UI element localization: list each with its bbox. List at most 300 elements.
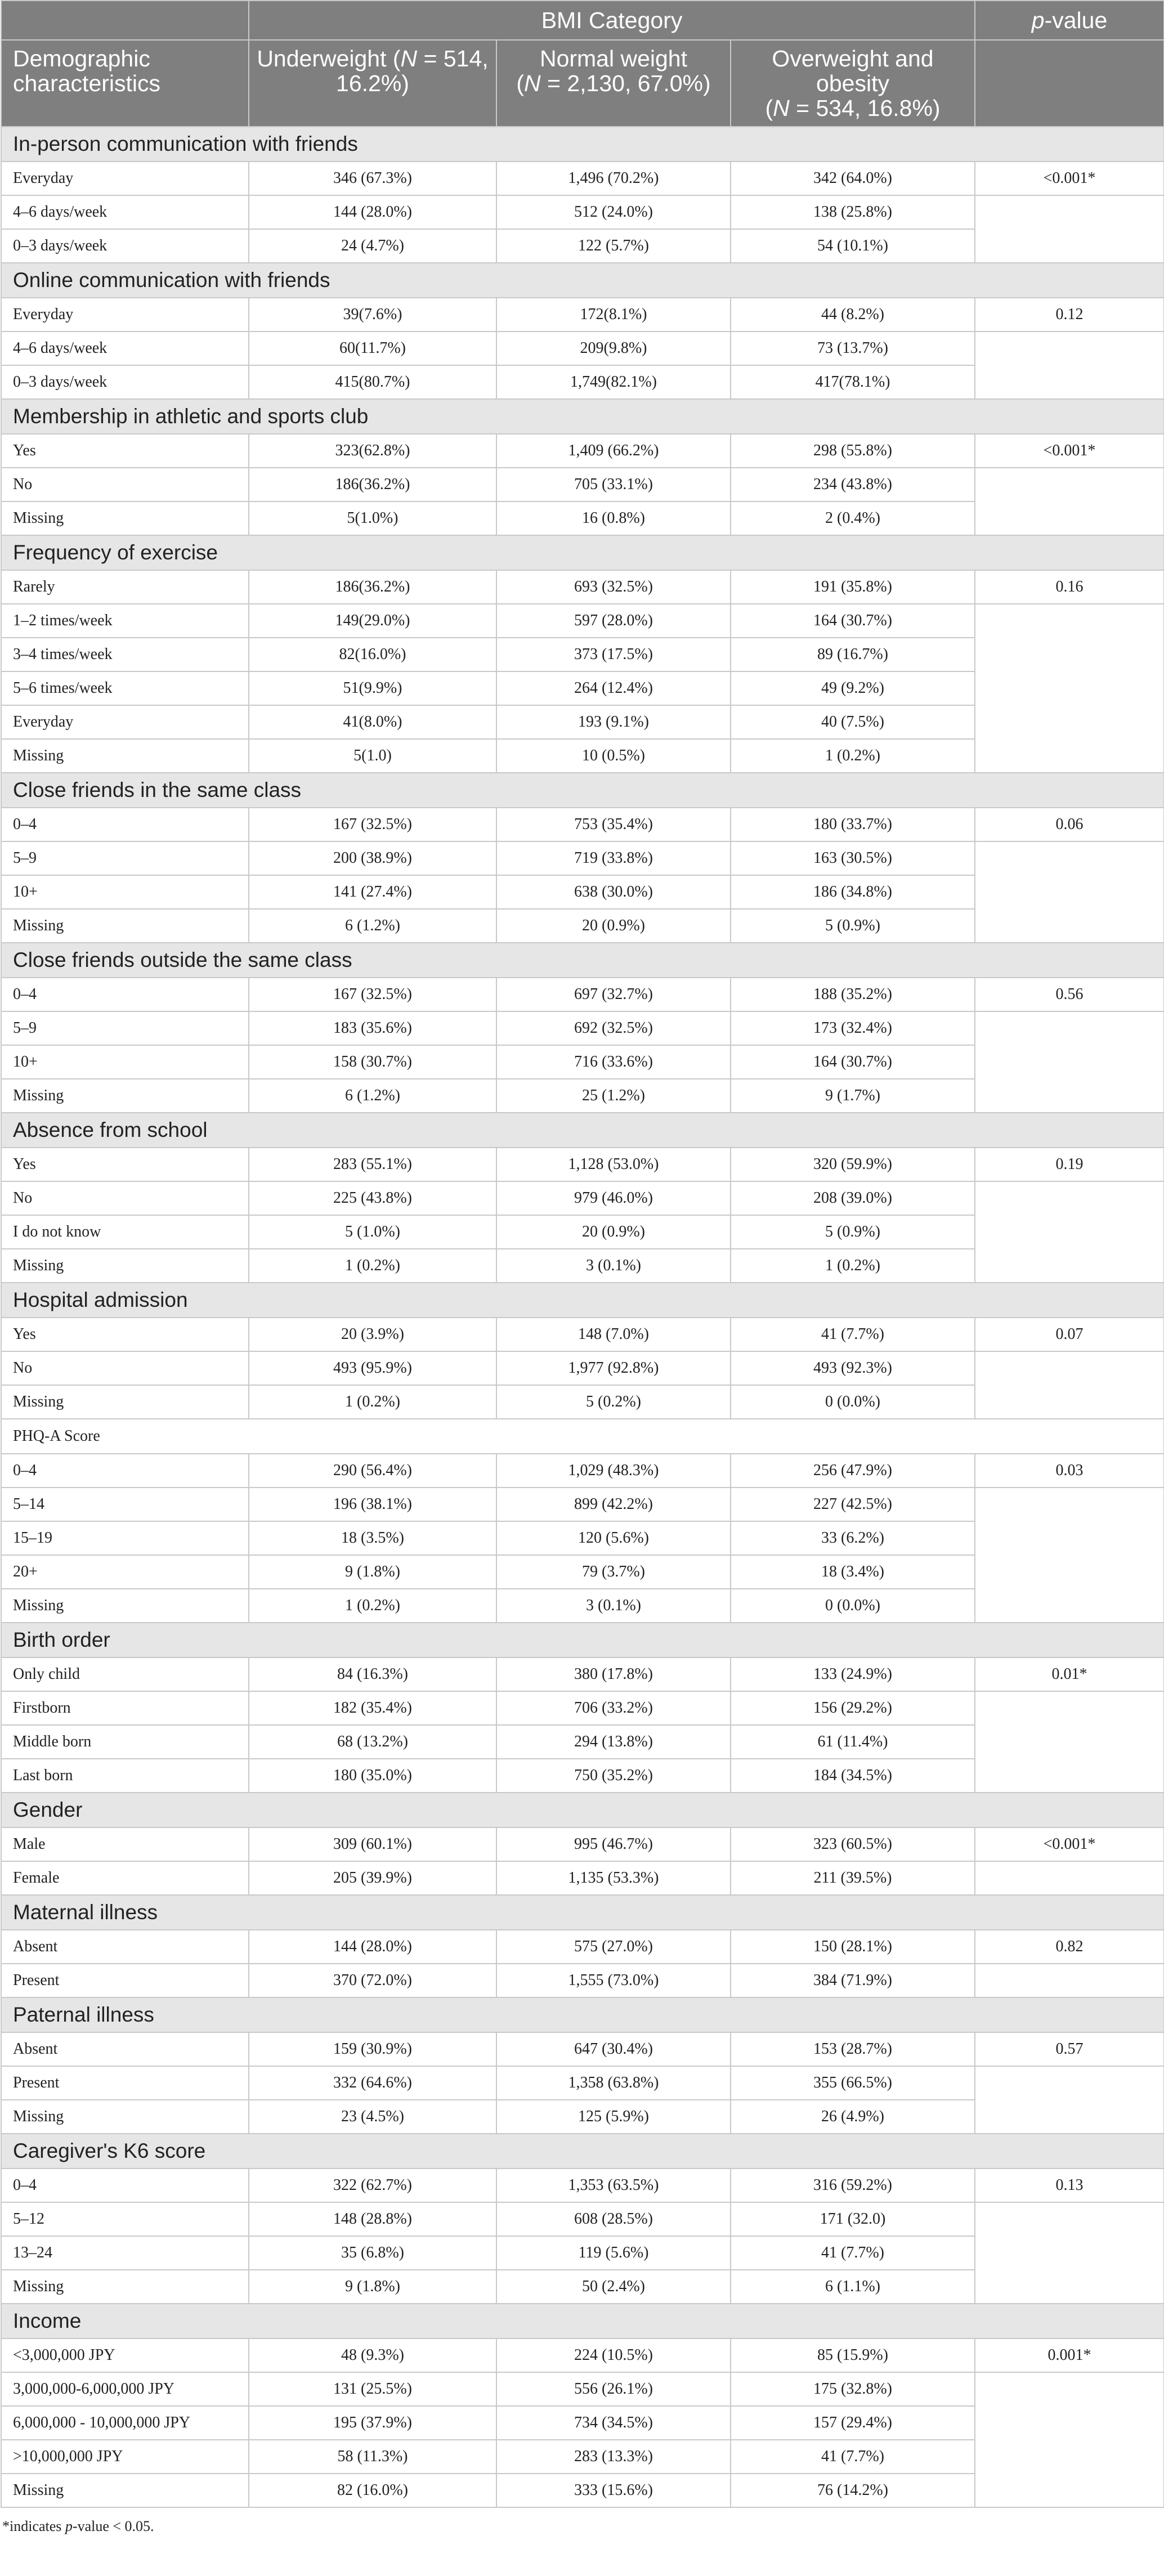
underweight-cell: 205 (39.9%) [249, 1861, 496, 1895]
table-header [1, 1, 1164, 127]
underweight-cell: 82 (16.0%) [249, 2474, 496, 2507]
underweight-cell: 48 (9.3%) [249, 2338, 496, 2372]
underweight-cell: 180 (35.0%) [249, 1759, 496, 1793]
row-label: 0–4 [1, 2169, 249, 2202]
table-row [1, 434, 1164, 468]
underweight-n: N [400, 46, 418, 71]
underweight-cell: 149(29.0%) [249, 604, 496, 638]
overweight-cell: 1 (0.2%) [731, 739, 975, 773]
overweight-cell: 188 (35.2%) [731, 978, 975, 1011]
footnote-text: *indicates [2, 2518, 65, 2534]
overweight-cell: 41 (7.7%) [731, 2236, 975, 2270]
underweight-cell: 5 (1.0%) [249, 1215, 496, 1249]
normal-weight-cell: 556 (26.1%) [496, 2372, 731, 2406]
row-label: I do not know [1, 1215, 249, 1249]
overweight-cell: 171 (32.0) [731, 2202, 975, 2236]
section-header-row [1, 943, 1164, 978]
overweight-cell: 2 (0.4%) [731, 501, 975, 535]
demo-line-2: characteristics [13, 70, 161, 96]
table-row [1, 1930, 1164, 1964]
section-title: Frequency of exercise [1, 535, 1164, 570]
p-value-blank-cell [975, 1861, 1164, 1895]
normal-weight-cell: 706 (33.2%) [496, 1691, 731, 1725]
underweight-cell: 9 (1.8%) [249, 1555, 496, 1589]
row-label: Only child [1, 1657, 249, 1691]
normal-weight-cell: 1,128 (53.0%) [496, 1148, 731, 1181]
overweight-cell: 41 (7.7%) [731, 1318, 975, 1351]
underweight-cell: 51(9.9%) [249, 671, 496, 705]
p-value-header-blank [975, 40, 1164, 127]
underweight-cell: 41(8.0%) [249, 705, 496, 739]
row-label: 5–9 [1, 1011, 249, 1045]
overweight-cell: 44 (8.2%) [731, 298, 975, 331]
normal-weight-cell: 193 (9.1%) [496, 705, 731, 739]
normal-weight-cell: 380 (17.8%) [496, 1657, 731, 1691]
overweight-label-1: Overweight and [772, 46, 934, 71]
p-value-cell: 0.03 [975, 1454, 1164, 1488]
demographics-table [1, 0, 1164, 2508]
underweight-cell: 225 (43.8%) [249, 1181, 496, 1215]
p-value-blank-cell [975, 841, 1164, 943]
normal-weight-cell: 333 (15.6%) [496, 2474, 731, 2507]
row-label: Last born [1, 1759, 249, 1793]
table-row [1, 1964, 1164, 1997]
underweight-cell: 322 (62.7%) [249, 2169, 496, 2202]
p-value-cell: 0.07 [975, 1318, 1164, 1351]
underweight-pct: 16.2%) [336, 70, 409, 96]
table-row [1, 570, 1164, 604]
overweight-cell: 33 (6.2%) [731, 1521, 975, 1555]
table-row [1, 2338, 1164, 2372]
p-value-cell: 0.01* [975, 1657, 1164, 1691]
table-row [1, 2372, 1164, 2406]
overweight-count: = 534, 16.8%) [789, 95, 941, 121]
underweight-cell: 23 (4.5%) [249, 2100, 496, 2134]
table-row [1, 331, 1164, 365]
normal-weight-cell: 20 (0.9%) [496, 909, 731, 943]
overweight-cell: 61 (11.4%) [731, 1725, 975, 1759]
p-value-cell: 0.16 [975, 570, 1164, 604]
row-label: Present [1, 2066, 249, 2100]
section-title: Hospital admission [1, 1283, 1164, 1318]
row-label: 15–19 [1, 1521, 249, 1555]
underweight-cell: 332 (64.6%) [249, 2066, 496, 2100]
table-row [1, 1181, 1164, 1215]
p-value-blank-cell [975, 1488, 1164, 1623]
underweight-cell: 148 (28.8%) [249, 2202, 496, 2236]
normal-weight-cell: 5 (0.2%) [496, 1385, 731, 1419]
overweight-cell: 0 (0.0%) [731, 1589, 975, 1623]
normal-weight-cell: 1,358 (63.8%) [496, 2066, 731, 2100]
row-label: Everyday [1, 705, 249, 739]
p-value-blank-cell [975, 1691, 1164, 1793]
normal-weight-cell: 79 (3.7%) [496, 1555, 731, 1589]
overweight-cell: 184 (34.5%) [731, 1759, 975, 1793]
overweight-cell: 186 (34.8%) [731, 875, 975, 909]
overweight-cell: 156 (29.2%) [731, 1691, 975, 1725]
section-header-row [1, 535, 1164, 570]
row-label: 0–4 [1, 1454, 249, 1488]
normal-weight-cell: 172(8.1%) [496, 298, 731, 331]
p-value-cell: <0.001* [975, 434, 1164, 468]
overweight-cell: 355 (66.5%) [731, 2066, 975, 2100]
table-row [1, 1488, 1164, 1521]
normal-weight-cell: 25 (1.2%) [496, 1079, 731, 1113]
overweight-cell: 41 (7.7%) [731, 2440, 975, 2474]
table-row [1, 1691, 1164, 1725]
normal-weight-cell: 750 (35.2%) [496, 1759, 731, 1793]
underweight-cell: 1 (0.2%) [249, 1589, 496, 1623]
row-label: No [1, 1351, 249, 1385]
underweight-cell: 1 (0.2%) [249, 1249, 496, 1283]
overweight-header [731, 40, 975, 127]
row-label: 4–6 days/week [1, 331, 249, 365]
table-body [1, 127, 1164, 2507]
underweight-header [249, 40, 496, 127]
normal-weight-cell: 50 (2.4%) [496, 2270, 731, 2304]
underweight-cell: 6 (1.2%) [249, 1079, 496, 1113]
p-value-blank-cell [975, 1181, 1164, 1283]
normal-weight-cell: 3 (0.1%) [496, 1589, 731, 1623]
table-row [1, 604, 1164, 638]
section-title: Maternal illness [1, 1895, 1164, 1930]
header-row-2 [1, 40, 1164, 127]
overweight-cell: 26 (4.9%) [731, 2100, 975, 2134]
overweight-cell: 316 (59.2%) [731, 2169, 975, 2202]
p-value-cell: 0.06 [975, 808, 1164, 841]
underweight-cell: 144 (28.0%) [249, 1930, 496, 1964]
normal-weight-cell: 719 (33.8%) [496, 841, 731, 875]
row-label: 0–3 days/week [1, 365, 249, 399]
table-row [1, 2066, 1164, 2100]
overweight-cell: 180 (33.7%) [731, 808, 975, 841]
normal-weight-cell: 120 (5.6%) [496, 1521, 731, 1555]
normal-n: N [524, 70, 541, 96]
p-value-blank-cell [975, 331, 1164, 399]
row-label: Missing [1, 1385, 249, 1419]
section-title: In-person communication with friends [1, 127, 1164, 162]
p-value-cell: 0.19 [975, 1148, 1164, 1181]
row-label: 10+ [1, 875, 249, 909]
overweight-cell: 298 (55.8%) [731, 434, 975, 468]
overweight-cell: 133 (24.9%) [731, 1657, 975, 1691]
overweight-cell: 211 (39.5%) [731, 1861, 975, 1895]
table-row [1, 298, 1164, 331]
overweight-n: N [773, 95, 790, 121]
normal-weight-cell: 1,353 (63.5%) [496, 2169, 731, 2202]
row-label: Everyday [1, 298, 249, 331]
underweight-cell: 370 (72.0%) [249, 1964, 496, 1997]
row-label: 5–6 times/week [1, 671, 249, 705]
row-label: 5–12 [1, 2202, 249, 2236]
underweight-cell: 141 (27.4%) [249, 875, 496, 909]
normal-weight-cell: 692 (32.5%) [496, 1011, 731, 1045]
normal-weight-cell: 10 (0.5%) [496, 739, 731, 773]
overweight-cell: 320 (59.9%) [731, 1148, 975, 1181]
row-label: Missing [1, 1589, 249, 1623]
underweight-cell: 196 (38.1%) [249, 1488, 496, 1521]
section-header-row [1, 1793, 1164, 1827]
row-label: 0–4 [1, 808, 249, 841]
normal-weight-cell: 753 (35.4%) [496, 808, 731, 841]
overweight-cell: 164 (30.7%) [731, 604, 975, 638]
underweight-cell: 195 (37.9%) [249, 2406, 496, 2440]
section-title: Caregiver's K6 score [1, 2134, 1164, 2169]
row-label: Male [1, 1827, 249, 1861]
row-label: Female [1, 1861, 249, 1895]
section-header-row [1, 1997, 1164, 2032]
underweight-label: Underweight ( [257, 46, 401, 71]
section-header-row [1, 1113, 1164, 1148]
row-label: Firstborn [1, 1691, 249, 1725]
underweight-cell: 6 (1.2%) [249, 909, 496, 943]
overweight-cell: 49 (9.2%) [731, 671, 975, 705]
row-label: Missing [1, 501, 249, 535]
p-value-blank-cell [975, 1964, 1164, 1997]
p-value-blank-cell [975, 604, 1164, 773]
underweight-cell: 200 (38.9%) [249, 841, 496, 875]
normal-weight-cell: 373 (17.5%) [496, 638, 731, 671]
p-value-cell: 0.56 [975, 978, 1164, 1011]
overweight-cell: 175 (32.8%) [731, 2372, 975, 2406]
row-label: Missing [1, 739, 249, 773]
overweight-cell: 40 (7.5%) [731, 705, 975, 739]
normal-weight-cell: 693 (32.5%) [496, 570, 731, 604]
normal-weight-cell: 1,409 (66.2%) [496, 434, 731, 468]
normal-weight-cell: 575 (27.0%) [496, 1930, 731, 1964]
underweight-cell: 158 (30.7%) [249, 1045, 496, 1079]
overweight-cell: 234 (43.8%) [731, 468, 975, 501]
row-label: Missing [1, 2474, 249, 2507]
underweight-cell: 58 (11.3%) [249, 2440, 496, 2474]
overweight-cell: 493 (92.3%) [731, 1351, 975, 1385]
overweight-cell: 173 (32.4%) [731, 1011, 975, 1045]
normal-weight-cell: 899 (42.2%) [496, 1488, 731, 1521]
normal-weight-cell: 224 (10.5%) [496, 2338, 731, 2372]
normal-weight-cell: 1,977 (92.8%) [496, 1351, 731, 1385]
p-value-cell: <0.001* [975, 162, 1164, 195]
header-row-1 [1, 1, 1164, 40]
underweight-cell: 186(36.2%) [249, 570, 496, 604]
normal-weight-cell: 1,749(82.1%) [496, 365, 731, 399]
normal-weight-header [496, 40, 731, 127]
section-title: Membership in athletic and sports club [1, 399, 1164, 434]
normal-weight-cell: 1,135 (53.3%) [496, 1861, 731, 1895]
p-value-blank-cell [975, 1011, 1164, 1113]
underweight-cell: 82(16.0%) [249, 638, 496, 671]
footnote [0, 2518, 1164, 2535]
p-value-cell: 0.13 [975, 2169, 1164, 2202]
normal-weight-cell: 283 (13.3%) [496, 2440, 731, 2474]
row-label: Absent [1, 2032, 249, 2066]
normal-weight-cell: 16 (0.8%) [496, 501, 731, 535]
underweight-cell: 283 (55.1%) [249, 1148, 496, 1181]
normal-weight-cell: 1,555 (73.0%) [496, 1964, 731, 1997]
row-label: 4–6 days/week [1, 195, 249, 229]
section-title: Absence from school [1, 1113, 1164, 1148]
overweight-cell: 157 (29.4%) [731, 2406, 975, 2440]
overweight-cell: 0 (0.0%) [731, 1385, 975, 1419]
p-value-cell: 0.57 [975, 2032, 1164, 2066]
p-value-header [975, 1, 1164, 40]
row-label: Yes [1, 1318, 249, 1351]
underweight-cell: 35 (6.8%) [249, 2236, 496, 2270]
table-row [1, 2169, 1164, 2202]
underweight-cell: 24 (4.7%) [249, 229, 496, 263]
underweight-cell: 182 (35.4%) [249, 1691, 496, 1725]
underweight-cell: 9 (1.8%) [249, 2270, 496, 2304]
row-label: 1–2 times/week [1, 604, 249, 638]
overweight-cell: 208 (39.0%) [731, 1181, 975, 1215]
normal-weight-cell: 122 (5.7%) [496, 229, 731, 263]
row-label: 6,000,000 - 10,000,000 JPY [1, 2406, 249, 2440]
normal-weight-cell: 20 (0.9%) [496, 1215, 731, 1249]
underweight-cell: 20 (3.9%) [249, 1318, 496, 1351]
overweight-cell: 153 (28.7%) [731, 2032, 975, 2066]
row-label: Yes [1, 434, 249, 468]
normal-weight-cell: 125 (5.9%) [496, 2100, 731, 2134]
normal-paren: ( [516, 70, 525, 96]
normal-weight-cell: 148 (7.0%) [496, 1318, 731, 1351]
section-header-row [1, 127, 1164, 162]
section-header-row [1, 1623, 1164, 1657]
section-header-row [1, 773, 1164, 808]
underweight-cell: 39(7.6%) [249, 298, 496, 331]
underweight-cell: 183 (35.6%) [249, 1011, 496, 1045]
p-value-blank-cell [975, 468, 1164, 535]
underweight-cell: 60(11.7%) [249, 331, 496, 365]
section-title: Close friends outside the same class [1, 943, 1164, 978]
row-label: <3,000,000 JPY [1, 2338, 249, 2372]
underweight-cell: 159 (30.9%) [249, 2032, 496, 2066]
normal-label: Normal weight [539, 46, 688, 71]
overweight-cell: 9 (1.7%) [731, 1079, 975, 1113]
section-header-row [1, 399, 1164, 434]
table-row [1, 2202, 1164, 2236]
p-value-blank-cell [975, 195, 1164, 263]
overweight-cell: 76 (14.2%) [731, 2474, 975, 2507]
overweight-cell: 18 (3.4%) [731, 1555, 975, 1589]
normal-weight-cell: 734 (34.5%) [496, 2406, 731, 2440]
underweight-cell: 167 (32.5%) [249, 978, 496, 1011]
overweight-cell: 5 (0.9%) [731, 909, 975, 943]
footnote-p: p [65, 2518, 73, 2534]
table-row [1, 2032, 1164, 2066]
row-label: 5–14 [1, 1488, 249, 1521]
normal-weight-cell: 512 (24.0%) [496, 195, 731, 229]
normal-weight-cell: 3 (0.1%) [496, 1249, 731, 1283]
overweight-cell: 85 (15.9%) [731, 2338, 975, 2372]
overweight-cell: 6 (1.1%) [731, 2270, 975, 2304]
table-row [1, 1148, 1164, 1181]
normal-weight-cell: 1,029 (48.3%) [496, 1454, 731, 1488]
underweight-cell: 144 (28.0%) [249, 195, 496, 229]
table-row [1, 1454, 1164, 1488]
p-value-suffix: -value [1044, 7, 1108, 33]
section-title: Gender [1, 1793, 1164, 1827]
overweight-cell: 164 (30.7%) [731, 1045, 975, 1079]
row-label: >10,000,000 JPY [1, 2440, 249, 2474]
table-row [1, 1657, 1164, 1691]
table-row [1, 1351, 1164, 1385]
p-value-blank-cell [975, 1351, 1164, 1419]
demographic-characteristics-header [1, 40, 249, 127]
overweight-cell: 227 (42.5%) [731, 1488, 975, 1521]
p-value-cell: 0.12 [975, 298, 1164, 331]
normal-weight-cell: 647 (30.4%) [496, 2032, 731, 2066]
section-header-row [1, 2304, 1164, 2338]
underweight-cell: 323(62.8%) [249, 434, 496, 468]
normal-weight-cell: 1,496 (70.2%) [496, 162, 731, 195]
normal-weight-cell: 264 (12.4%) [496, 671, 731, 705]
normal-weight-cell: 608 (28.5%) [496, 2202, 731, 2236]
underweight-cell: 5(1.0%) [249, 501, 496, 535]
row-label: 3–4 times/week [1, 638, 249, 671]
header-empty-cell [1, 1, 249, 40]
row-label: Missing [1, 1079, 249, 1113]
underweight-cell: 167 (32.5%) [249, 808, 496, 841]
underweight-cell: 186(36.2%) [249, 468, 496, 501]
overweight-paren: ( [765, 95, 773, 121]
p-value-italic: p [1031, 7, 1045, 33]
section-title: PHQ-A Score [1, 1419, 1164, 1454]
row-label: No [1, 468, 249, 501]
overweight-cell: 256 (47.9%) [731, 1454, 975, 1488]
row-label: Yes [1, 1148, 249, 1181]
section-title: Paternal illness [1, 1997, 1164, 2032]
table-row [1, 978, 1164, 1011]
underweight-cell: 5(1.0) [249, 739, 496, 773]
bmi-category-header: BMI Category [249, 1, 975, 40]
overweight-cell: 5 (0.9%) [731, 1215, 975, 1249]
p-value-blank-cell [975, 2372, 1164, 2507]
underweight-cell: 1 (0.2%) [249, 1385, 496, 1419]
p-value-blank-cell [975, 2066, 1164, 2134]
overweight-cell: 342 (64.0%) [731, 162, 975, 195]
section-header-row [1, 2134, 1164, 2169]
table-row [1, 841, 1164, 875]
overweight-cell: 150 (28.1%) [731, 1930, 975, 1964]
row-label: 10+ [1, 1045, 249, 1079]
overweight-cell: 417(78.1%) [731, 365, 975, 399]
overweight-cell: 54 (10.1%) [731, 229, 975, 263]
p-value-blank-cell [975, 2202, 1164, 2304]
normal-count: = 2,130, 67.0%) [540, 70, 711, 96]
underweight-cell: 68 (13.2%) [249, 1725, 496, 1759]
table-row [1, 162, 1164, 195]
normal-weight-cell: 995 (46.7%) [496, 1827, 731, 1861]
row-label: Middle born [1, 1725, 249, 1759]
row-label: Present [1, 1964, 249, 1997]
overweight-cell: 138 (25.8%) [731, 195, 975, 229]
row-label: 13–24 [1, 2236, 249, 2270]
section-header-row [1, 1895, 1164, 1930]
row-label: 0–3 days/week [1, 229, 249, 263]
table-row [1, 1011, 1164, 1045]
normal-weight-cell: 294 (13.8%) [496, 1725, 731, 1759]
row-label: Absent [1, 1930, 249, 1964]
p-value-cell: <0.001* [975, 1827, 1164, 1861]
table-row [1, 468, 1164, 501]
overweight-label-2: obesity [816, 70, 889, 96]
row-label: 3,000,000-6,000,000 JPY [1, 2372, 249, 2406]
normal-weight-cell: 705 (33.1%) [496, 468, 731, 501]
p-value-cell: 0.001* [975, 2338, 1164, 2372]
overweight-cell: 191 (35.8%) [731, 570, 975, 604]
section-title: Close friends in the same class [1, 773, 1164, 808]
section-header-row [1, 263, 1164, 298]
underweight-cell: 346 (67.3%) [249, 162, 496, 195]
